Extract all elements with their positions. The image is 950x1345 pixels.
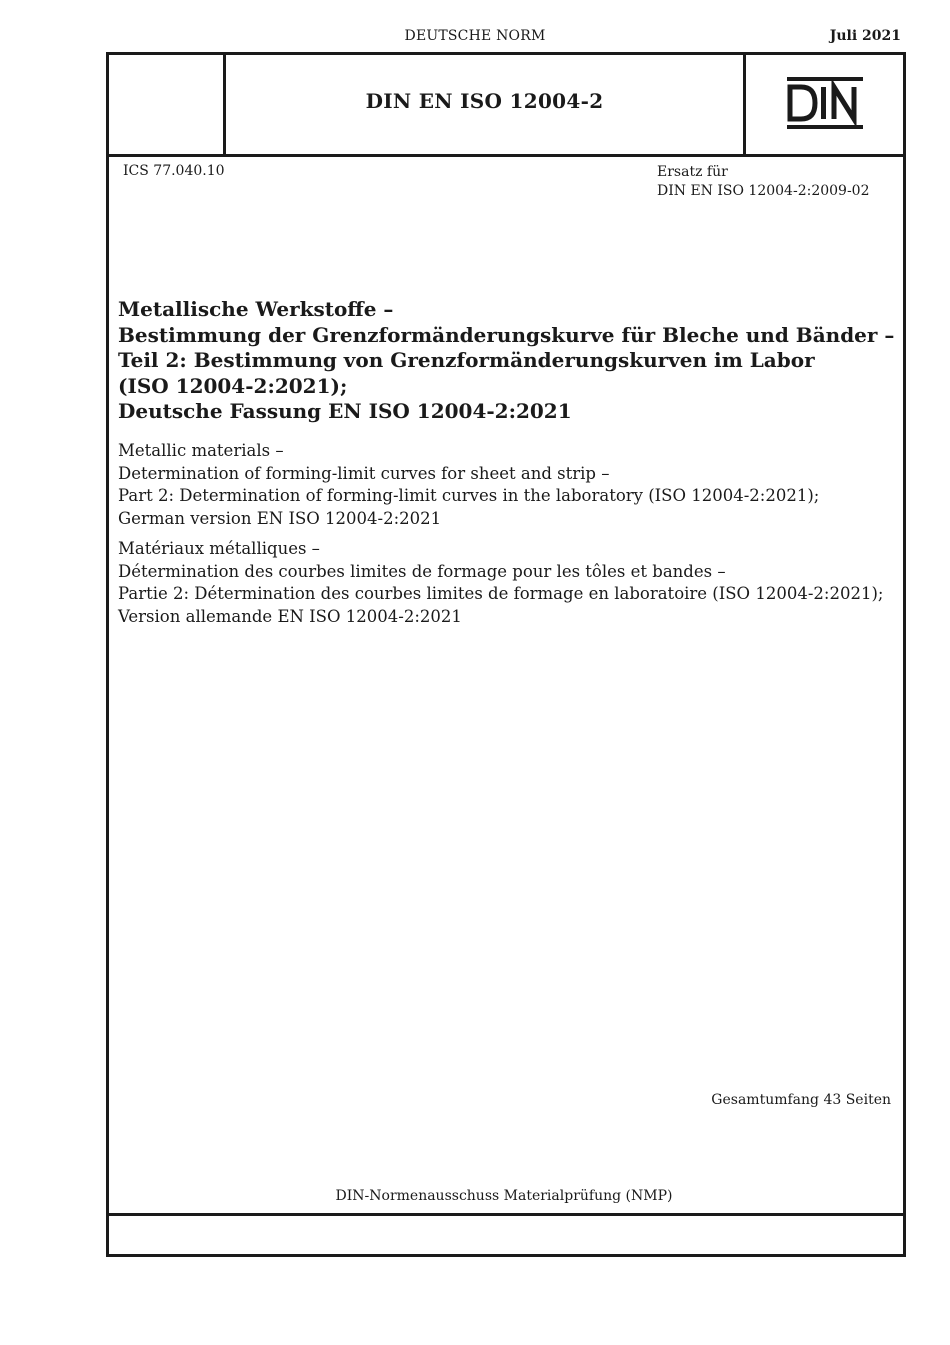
german-title — [118, 297, 894, 425]
title-de-line: Metallische Werkstoffe – — [118, 297, 394, 321]
header-title-cell — [226, 55, 746, 154]
din-logo — [787, 77, 863, 133]
english-title — [118, 440, 819, 530]
ics-code: ICS 77.040.10 — [123, 163, 225, 179]
title-en-line: Determination of forming-limit curves for sheet and strip – — [118, 463, 610, 483]
french-title — [118, 538, 883, 628]
title-en-line: Metallic materials – — [118, 441, 284, 460]
publication-date: Juli 2021 — [829, 28, 901, 44]
document-number: DIN EN ISO 12004-2 — [365, 88, 604, 113]
header-row — [109, 55, 903, 157]
title-de-line: Bestimmung der Grenzformänderungskurve für Bleche und Bänder – — [118, 322, 895, 347]
title-en-line: German version EN ISO 12004-2:2021 — [118, 508, 442, 528]
title-de-line: Deutsche Fassung EN ISO 12004-2:2021 — [118, 399, 572, 423]
title-fr-line: Partie 2: Détermination des courbes limites de formage en laboratoire (ISO 12004-2:2021); — [118, 584, 884, 603]
title-fr-line: Détermination des courbes limites de formage pour les tôles et bandes – — [118, 561, 726, 581]
footer-divider — [106, 1213, 906, 1216]
committee-name: DIN-Normenausschuss Materialprüfung (NMP) — [335, 1188, 673, 1204]
replaces-label: Ersatz für — [657, 164, 728, 180]
title-fr-line: Matériaux métalliques – — [118, 539, 320, 558]
replaces-document: DIN EN ISO 12004-2:2009-02 — [657, 183, 870, 199]
title-fr-line: Version allemande EN ISO 12004-2:2021 — [118, 606, 462, 626]
title-de-line: (ISO 12004-2:2021); — [118, 373, 348, 398]
replacement-info — [657, 163, 870, 201]
cover-frame — [106, 52, 906, 1257]
header-logo-cell — [746, 55, 903, 154]
title-de-line: Teil 2: Bestimmung von Grenzformänderungskurven im Labor — [118, 348, 815, 372]
title-en-line: Part 2: Determination of forming-limit curves in the laboratory (ISO 12004-2:2021); — [118, 486, 820, 505]
total-pages: Gesamtumfang 43 Seiten — [711, 1092, 891, 1108]
header-left-cell — [109, 55, 226, 154]
norm-type-label: DEUTSCHE NORM — [404, 28, 546, 44]
